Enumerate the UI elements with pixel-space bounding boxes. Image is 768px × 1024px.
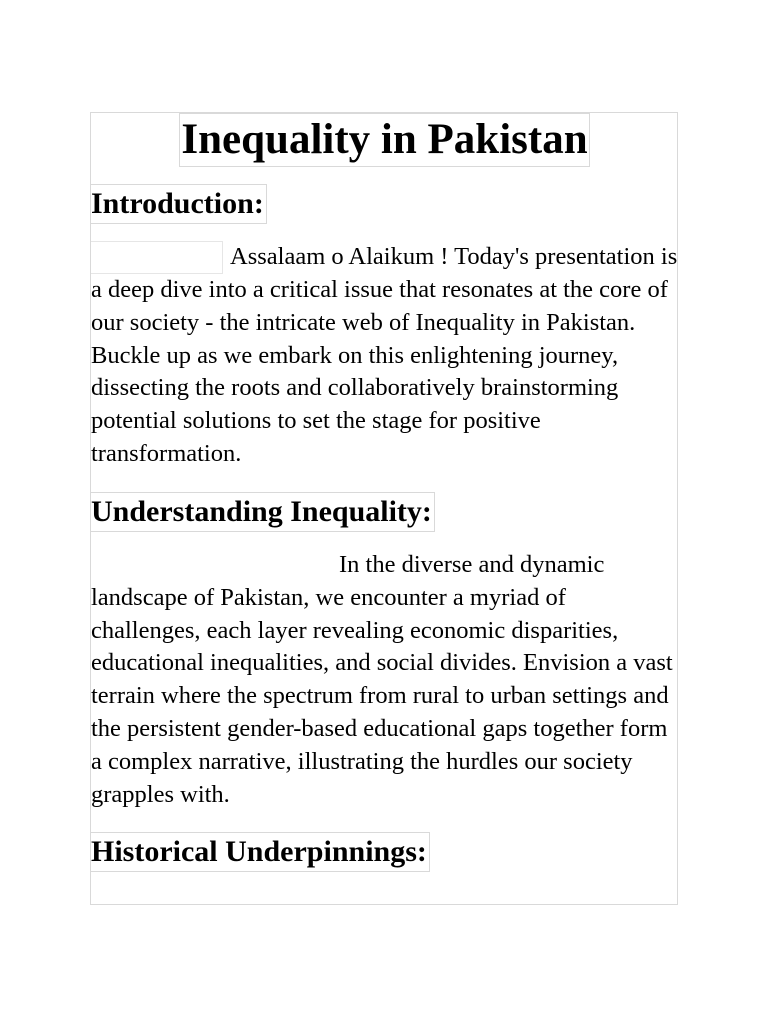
document-page <box>91 113 678 872</box>
section-understanding <box>91 492 678 532</box>
document-title: Inequality in Pakistan <box>179 113 589 167</box>
paragraph-understanding-text: In the diverse and dynamic landscape of Pakistan, we encounter a myriad of challenges, each layer revealing economic disparities, educational inequalities, and social divides. Envision a vast terrain where the spectrum from rural to urban settings and the persistent gender-based educational gaps together form a complex narrative, illustrating the hurdles our society grapples with. <box>91 550 673 808</box>
paragraph-introduction-text: Assalaam o Alaikum ! Today's presentation is a deep dive into a critical issue that resonates at the core of our society - the intricate web of Inequality in Pakistan. Buckle up as we embark on this enlightening journey, dissecting the roots and collaboratively brainstorming potential solutions to set the stage for positive transformation. <box>91 243 678 467</box>
heading-understanding-inequality: Understanding Inequality: <box>91 492 435 532</box>
indent-frame <box>91 241 223 274</box>
indent-space <box>91 549 339 582</box>
paragraph-understanding <box>91 549 678 812</box>
title-block <box>91 113 678 167</box>
paragraph-introduction <box>91 241 678 471</box>
heading-introduction: Introduction: <box>91 184 267 224</box>
heading-historical-underpinnings: Historical Underpinnings: <box>91 832 430 872</box>
section-introduction <box>91 184 678 224</box>
section-historical <box>91 832 678 872</box>
